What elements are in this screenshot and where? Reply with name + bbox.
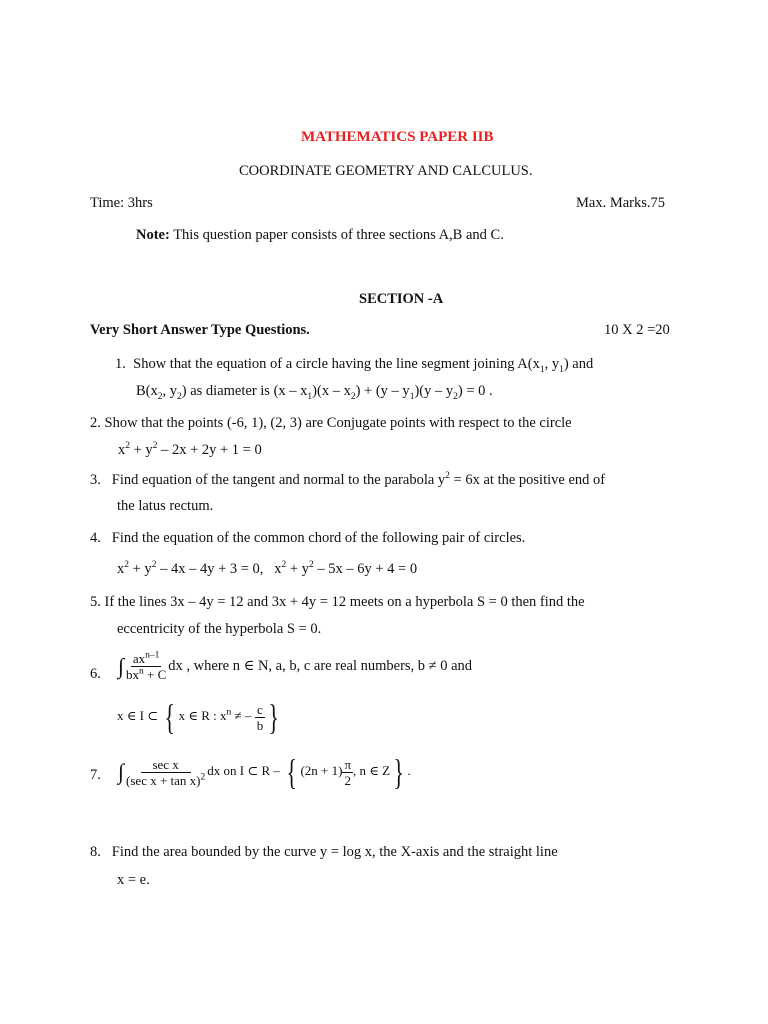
question-7-number: 7. bbox=[90, 767, 101, 783]
question-6-tail: dx , where n ∈ N, a, b, c are real numbers, b ≠ 0 and bbox=[168, 657, 473, 674]
question-1-text-2b: as diameter is bbox=[186, 383, 274, 399]
question-8-number: 8. bbox=[90, 844, 101, 860]
note-label: Note: bbox=[136, 227, 170, 243]
question-3-text-b: = 6x at the positive end of bbox=[449, 472, 606, 488]
time-label: Time: 3hrs bbox=[90, 195, 153, 211]
section-marks: 10 X 2 =20 bbox=[604, 322, 670, 338]
question-1-text: Show that the equation of a circle having the line segment joining A(x bbox=[133, 356, 540, 372]
question-3-line-1: 3. Find equation of the tangent and normal to the parabola $y^2 = 6x$ at the positive end of bbox=[90, 471, 606, 488]
question-4-text: Find the equation of the common chord of the following pair of circles. bbox=[111, 530, 526, 546]
question-2-eq-tail: – 2x + 2y + 1 = 0 bbox=[157, 442, 262, 458]
question-1-number: 1. bbox=[115, 356, 126, 372]
question-3-text-a: Find equation of the tangent and normal to the parabola y bbox=[111, 472, 446, 488]
note-text: This question paper consists of three sections A,B and C. bbox=[169, 227, 504, 243]
note-line bbox=[136, 228, 504, 243]
question-1-text-2a: B(x bbox=[136, 383, 158, 399]
question-1-line-1: 1. Show that the equation of a circle having the line segment joining $A(x_1$, $y_1$) and bbox=[115, 356, 594, 375]
question-6-integral: ∫ $\frac{ax^{n-1}}{bx^n + C}$ dx , where n ∈ N, a, b, c are real numbers, b ≠ 0 and bbox=[118, 650, 473, 682]
question-5-line-1: 5. If the lines 3x – 4y = 12 and 3x + 4y = 12 meets on a hyperbola S = 0 then find the bbox=[90, 594, 585, 610]
question-1-line-2: $B(x_2$, $y_2$) as diameter is $(x - x_1)(x - x_2) + (y - y_1)(y - y_2) = 0$ . bbox=[136, 383, 493, 402]
question-8-text: Find the area bounded by the curve y = log x, the X-axis and the straight line bbox=[111, 844, 558, 860]
question-4-number: 4. bbox=[90, 530, 101, 546]
question-5-line-2: eccentricity of the hyperbola S = 0. bbox=[117, 621, 322, 637]
question-6-number: 6. bbox=[90, 666, 101, 682]
question-4-line-1 bbox=[90, 531, 525, 546]
question-3-line-2: the latus rectum. bbox=[117, 498, 214, 514]
paper-subtitle: COORDINATE GEOMETRY AND CALCULUS. bbox=[239, 163, 533, 179]
question-8-line-2: x = e. bbox=[117, 872, 150, 888]
question-8-line-1 bbox=[90, 845, 558, 860]
question-6-condition: x ∈ I ⊂ { x ∈ R : $x^n$ ≠ – $\frac{c}{b}$ } bbox=[117, 697, 280, 737]
question-4-equations: $x^2 + y^2 - 4x - 4y + 3 = 0$, $x^2 + y^2 - 5x - 6y + 4 = 0$ bbox=[117, 560, 418, 577]
question-2-equation: $x^2 + y^2 - 2x + 2y + 1 = 0$ bbox=[118, 441, 262, 458]
question-3-number: 3. bbox=[90, 472, 101, 488]
question-2-line-1: 2. Show that the points (-6, 1), (2, 3) are Conjugate points with respect to the circle bbox=[90, 415, 572, 431]
section-subtitle: Very Short Answer Type Questions. bbox=[90, 322, 310, 338]
section-title: SECTION -A bbox=[359, 291, 444, 307]
question-7-integral: ∫ $\frac{\text{sec x}}{(\sec x + \tan x)^2}$ dx on I ⊂ R – { (2n + 1) $\frac{\pi}{2}$ , n ∈ Z} . bbox=[118, 752, 411, 792]
paper-title: MATHEMATICS PAPER IIB bbox=[301, 129, 494, 145]
max-marks-label: Max. Marks.75 bbox=[576, 195, 666, 211]
